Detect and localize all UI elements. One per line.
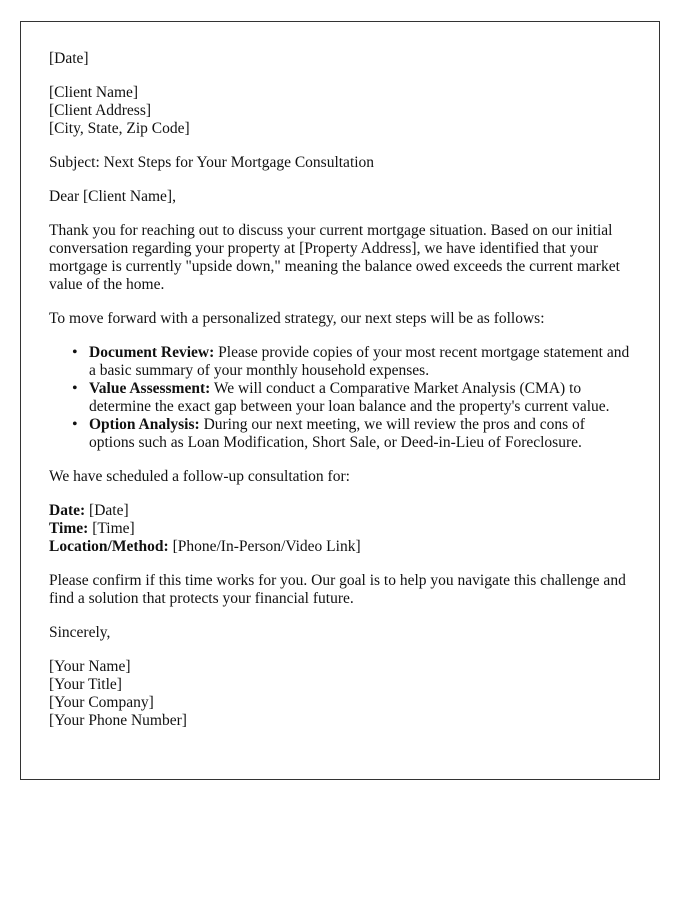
signature-phone: [Your Phone Number] (49, 712, 187, 729)
step-text: Please provide copies of your most recent mortgage statement and a basic summary of your monthly household expenses. (89, 344, 630, 379)
schedule-intro: We have scheduled a follow-up consultation for: (49, 468, 350, 485)
step-item-document-review (89, 344, 631, 380)
recipient-city-state-zip: [City, State, Zip Code] (49, 120, 190, 137)
schedule-location (49, 538, 631, 556)
letter-subject: Subject: Next Steps for Your Mortgage Consultation (49, 154, 375, 171)
letter-date: [Date] (49, 50, 89, 67)
letter-salutation: Dear [Client Name], (49, 188, 176, 205)
intro-paragraph: Thank you for reaching out to discuss your current mortgage situation. Based on our initial conversation regarding your property at [Property Address], we have identified that your mortgage is currently "upside down," meaning the balance owed exceeds the current market value of the home. (49, 222, 620, 293)
schedule-date-label: Date: (49, 502, 86, 519)
signature-title: [Your Title] (49, 676, 122, 693)
signature-block (49, 658, 631, 730)
schedule-location-value: [Phone/In-Person/Video Link] (168, 538, 361, 555)
schedule-location-label: Location/Method: (49, 538, 169, 555)
step-item-option-analysis (89, 416, 631, 452)
signature-company: [Your Company] (49, 694, 154, 711)
schedule-details (49, 502, 631, 556)
schedule-time (49, 520, 631, 538)
schedule-date (49, 502, 631, 520)
step-title: Option Analysis: (89, 416, 200, 433)
sign-off: Sincerely, (49, 624, 111, 641)
recipient-name: [Client Name] (49, 84, 139, 101)
step-title: Value Assessment: (89, 380, 211, 397)
recipient-address: [Client Address] (49, 102, 152, 119)
recipient-block (49, 84, 631, 138)
step-item-value-assessment (89, 380, 631, 416)
step-text: We will conduct a Comparative Market Analysis (CMA) to determine the exact gap between your loan balance and the property's current value. (89, 380, 610, 415)
schedule-time-label: Time: (49, 520, 89, 537)
next-steps-list (49, 344, 631, 452)
letter-container (20, 21, 660, 780)
schedule-date-value: [Date] (85, 502, 129, 519)
schedule-time-value: [Time] (88, 520, 135, 537)
steps-intro: To move forward with a personalized strategy, our next steps will be as follows: (49, 310, 545, 327)
step-title: Document Review: (89, 344, 215, 361)
closing-paragraph: Please confirm if this time works for you. Our goal is to help you navigate this challenge and find a solution that protects your financial future. (49, 572, 626, 607)
signature-name: [Your Name] (49, 658, 131, 675)
step-text: During our next meeting, we will review the pros and cons of options such as Loan Modification, Short Sale, or Deed-in-Lieu of Foreclosure. (89, 416, 585, 451)
